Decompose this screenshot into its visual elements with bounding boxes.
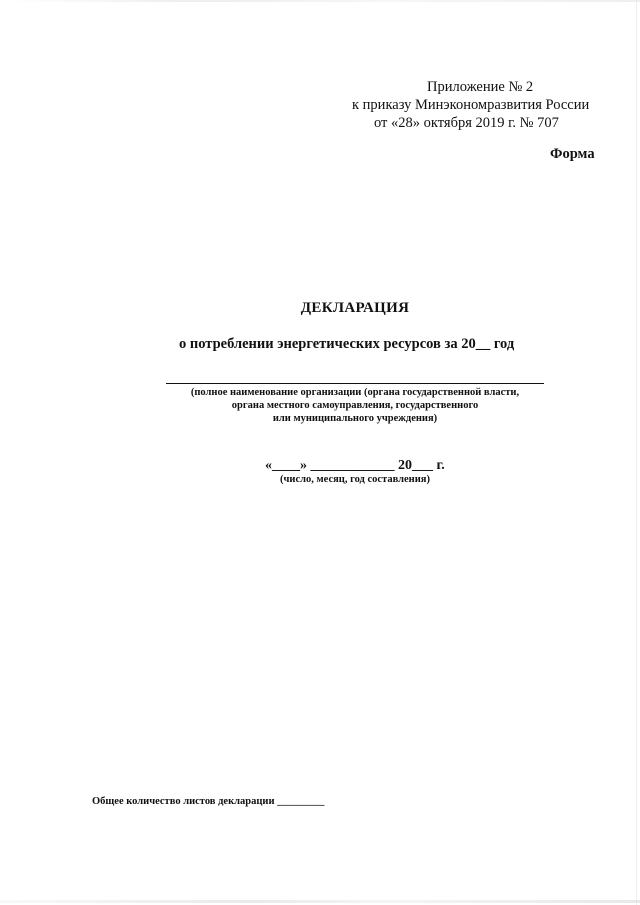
organization-caption	[160, 386, 550, 425]
sheets-count: Общее количество листов декларации _________	[92, 796, 325, 807]
scan-edge-right	[636, 0, 637, 905]
document-title: ДЕКЛАРАЦИЯ	[300, 300, 410, 316]
scan-edge-bottom	[0, 900, 640, 903]
order-reference: к приказу Минэкономразвития России	[352, 97, 590, 113]
organization-caption-line2: органа местного самоуправления, государственного	[231, 400, 479, 411]
document-title-wrapper	[0, 300, 640, 317]
organization-name-line	[166, 383, 544, 384]
document-subtitle: о потреблении энергетических ресурсов за 20__ год	[179, 336, 515, 352]
scan-edge-top	[0, 0, 640, 2]
appendix-number: Приложение № 2	[427, 79, 534, 95]
date-caption: (число, месяц, год составления)	[280, 474, 430, 485]
form-label: Форма	[550, 146, 595, 162]
order-date: от «28» октября 2019 г. № 707	[374, 115, 559, 131]
date-field: «____» ____________ 20___ г.	[265, 458, 445, 473]
organization-caption-line1: (полное наименование организации (органа государственной власти,	[190, 387, 520, 398]
organization-caption-line3: или муниципального учреждения)	[272, 413, 438, 424]
